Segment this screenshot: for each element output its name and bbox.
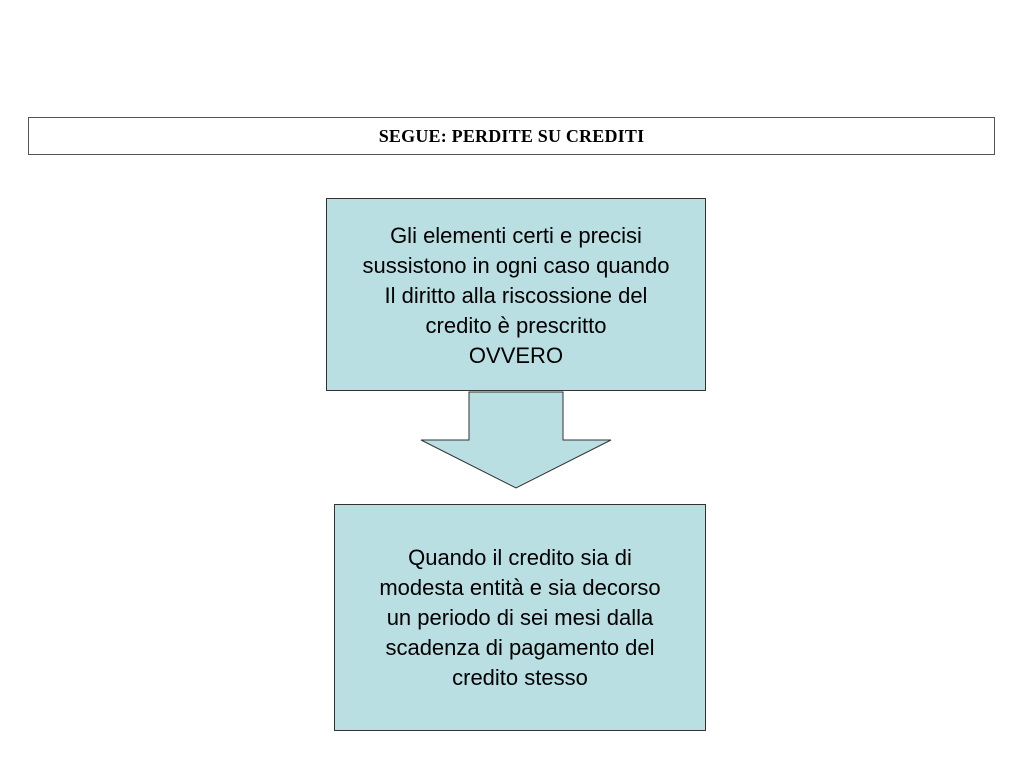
title-bar (28, 117, 995, 155)
slide-title: SEGUE: PERDITE SU CREDITI (378, 125, 645, 146)
top-box (326, 198, 706, 391)
bottom-box (334, 504, 706, 731)
bottom-box-text: Quando il credito sia di modesta entità e sia decorso un periodo di sei mesi dalla scadenza di pagamento del credito stesso (379, 545, 661, 690)
down-arrow-shape (421, 392, 611, 488)
top-box-text: Gli elementi certi e precisi sussistono in ogni caso quando Il diritto alla riscossione del credito è prescritto OVVERO (362, 223, 670, 368)
